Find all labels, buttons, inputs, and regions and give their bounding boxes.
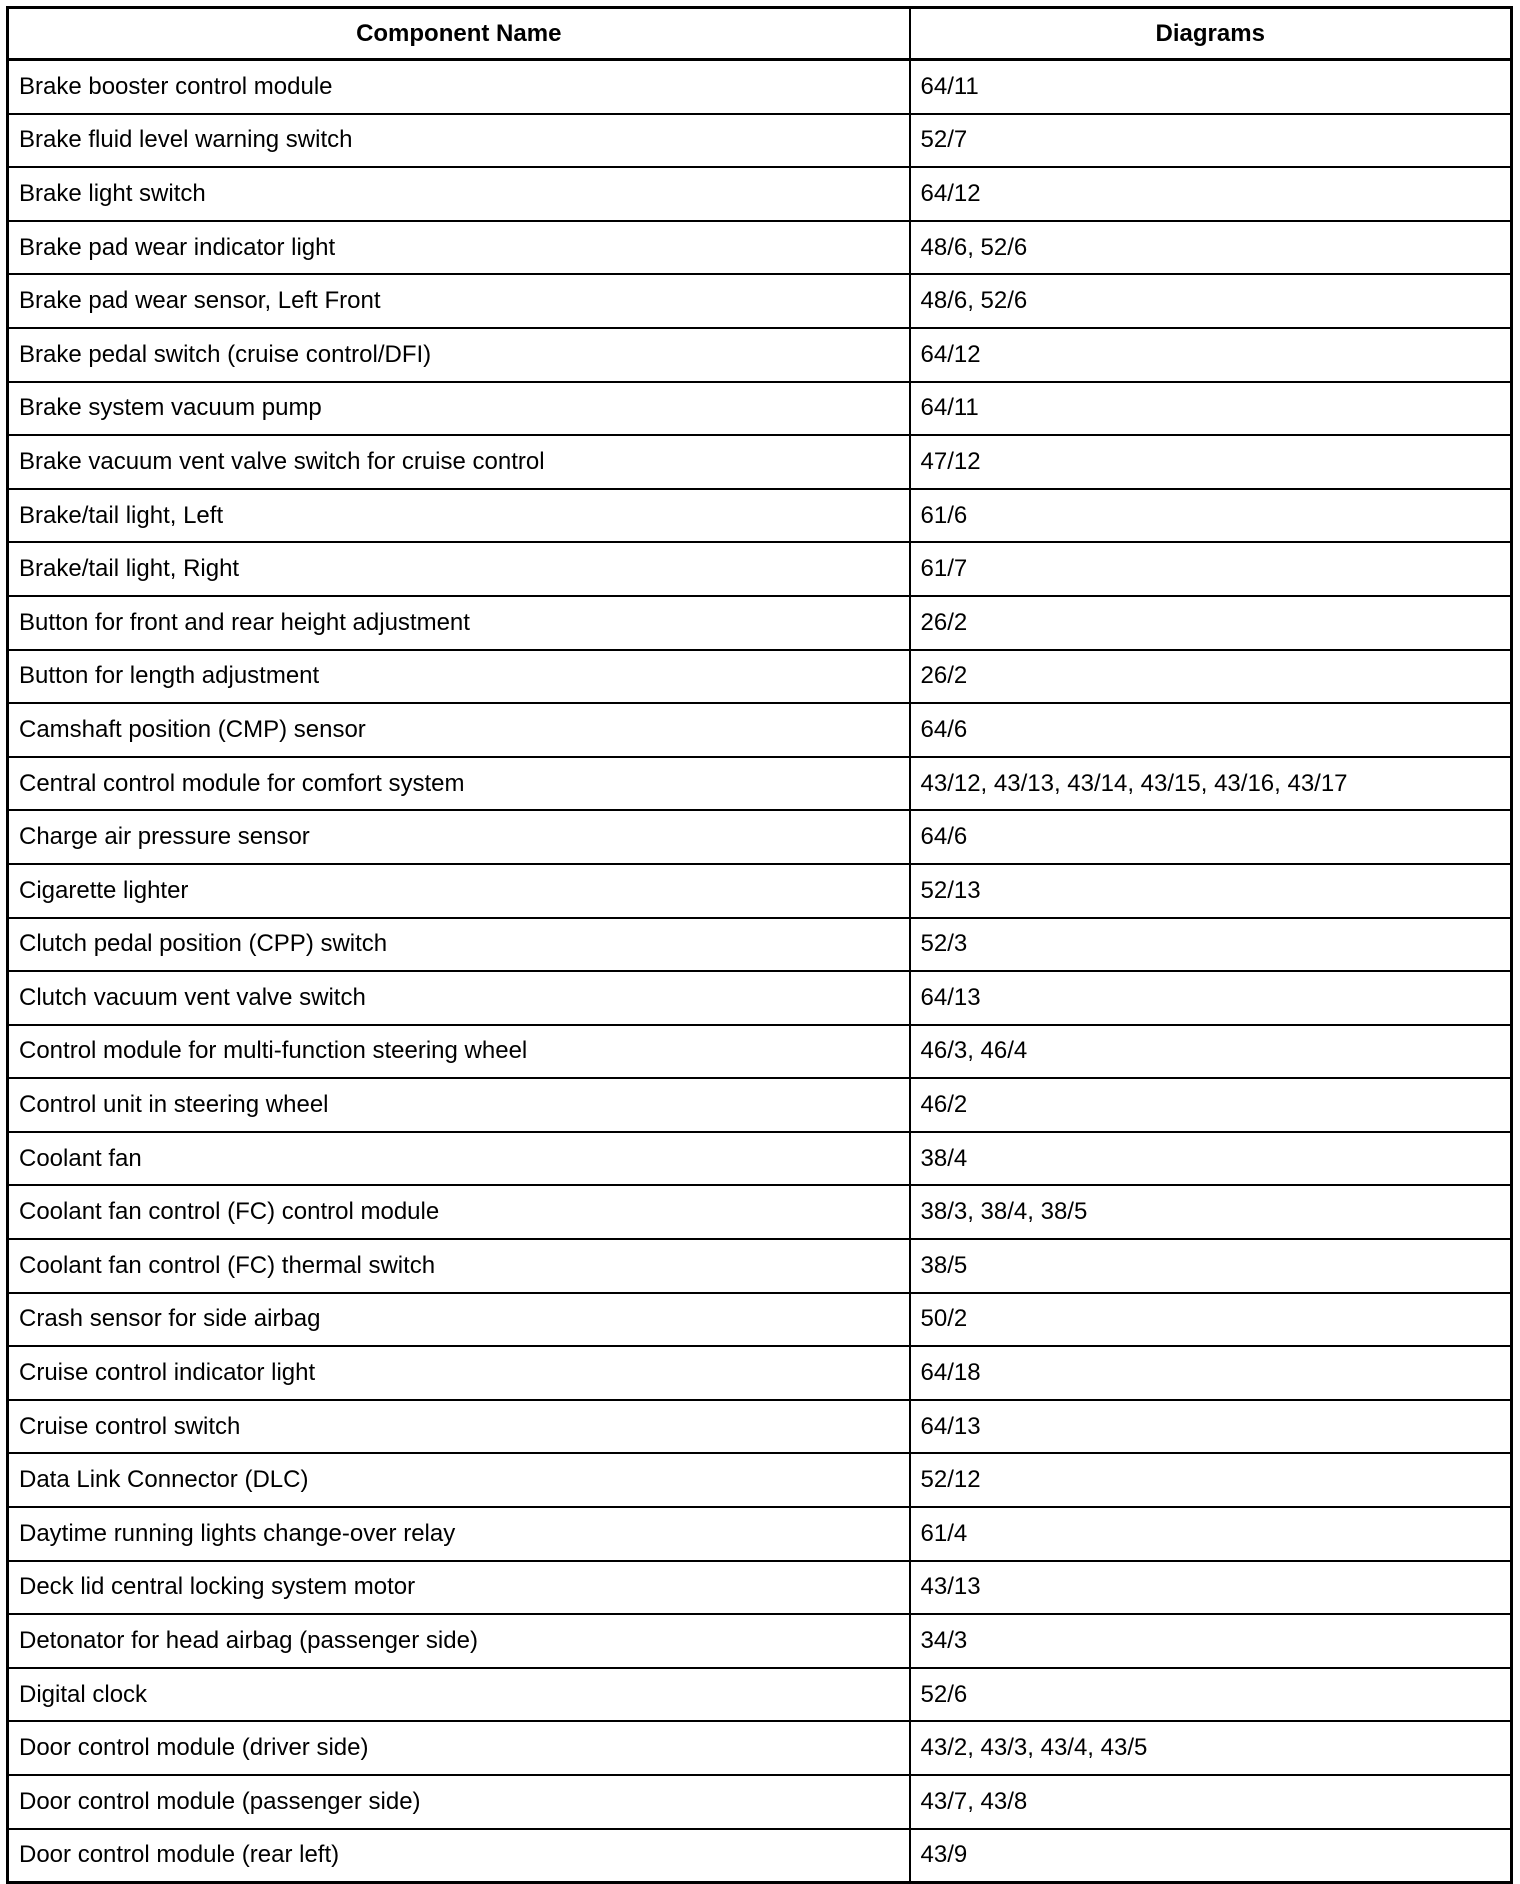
table-row [8, 864, 1512, 918]
diagrams-cell: 48/6, 52/6 [910, 274, 1512, 328]
component-name-cell: Button for length adjustment [8, 650, 910, 704]
diagrams-cell: 34/3 [910, 1614, 1512, 1668]
component-name-cell: Coolant fan control (FC) thermal switch [8, 1239, 910, 1293]
table-row [8, 274, 1512, 328]
diagrams-cell: 38/3, 38/4, 38/5 [910, 1185, 1512, 1239]
component-name-cell: Brake system vacuum pump [8, 382, 910, 436]
diagrams-cell: 47/12 [910, 435, 1512, 489]
diagrams-cell: 64/11 [910, 60, 1512, 114]
component-name-cell: Coolant fan [8, 1132, 910, 1186]
diagrams-cell: 52/6 [910, 1668, 1512, 1722]
diagrams-cell: 52/13 [910, 864, 1512, 918]
table-row [8, 810, 1512, 864]
table-row [8, 1775, 1512, 1829]
diagrams-cell: 46/2 [910, 1078, 1512, 1132]
table-row [8, 1561, 1512, 1615]
component-name-cell: Cruise control indicator light [8, 1346, 910, 1400]
header-row [8, 8, 1512, 60]
diagrams-cell: 64/12 [910, 328, 1512, 382]
table-row [8, 167, 1512, 221]
table-row [8, 60, 1512, 114]
component-name-cell: Brake/tail light, Right [8, 542, 910, 596]
component-name-cell: Central control module for comfort system [8, 757, 910, 811]
table-row [8, 1346, 1512, 1400]
table-row [8, 1185, 1512, 1239]
diagrams-column-header: Diagrams [910, 8, 1512, 60]
table-row [8, 1400, 1512, 1454]
component-name-cell: Brake pedal switch (cruise control/DFI) [8, 328, 910, 382]
diagrams-cell: 64/12 [910, 167, 1512, 221]
component-name-cell: Clutch vacuum vent valve switch [8, 971, 910, 1025]
diagrams-cell: 46/3, 46/4 [910, 1025, 1512, 1079]
component-name-cell: Data Link Connector (DLC) [8, 1453, 910, 1507]
component-name-column-header: Component Name [8, 8, 910, 60]
table-row [8, 1293, 1512, 1347]
diagrams-cell: 38/4 [910, 1132, 1512, 1186]
table-row [8, 703, 1512, 757]
diagrams-cell: 26/2 [910, 650, 1512, 704]
component-diagram-table [6, 6, 1513, 1884]
component-name-cell: Detonator for head airbag (passenger side) [8, 1614, 910, 1668]
component-name-cell: Deck lid central locking system motor [8, 1561, 910, 1615]
table-row [8, 1507, 1512, 1561]
table-row [8, 650, 1512, 704]
diagrams-cell: 64/6 [910, 810, 1512, 864]
table-row [8, 435, 1512, 489]
diagrams-cell: 64/11 [910, 382, 1512, 436]
diagrams-cell: 52/7 [910, 114, 1512, 168]
table-row [8, 1239, 1512, 1293]
diagrams-cell: 61/6 [910, 489, 1512, 543]
diagrams-cell: 43/2, 43/3, 43/4, 43/5 [910, 1721, 1512, 1775]
component-name-cell: Door control module (driver side) [8, 1721, 910, 1775]
diagrams-cell: 43/13 [910, 1561, 1512, 1615]
diagrams-cell: 64/13 [910, 971, 1512, 1025]
diagrams-cell: 50/2 [910, 1293, 1512, 1347]
table-row [8, 1025, 1512, 1079]
table-row [8, 1453, 1512, 1507]
table-row [8, 1078, 1512, 1132]
diagrams-cell: 48/6, 52/6 [910, 221, 1512, 275]
diagrams-cell: 52/3 [910, 918, 1512, 972]
table-row [8, 114, 1512, 168]
component-name-cell: Brake fluid level warning switch [8, 114, 910, 168]
component-name-cell: Daytime running lights change-over relay [8, 1507, 910, 1561]
table-row [8, 328, 1512, 382]
table-row [8, 1614, 1512, 1668]
table-row [8, 489, 1512, 543]
table-row [8, 1721, 1512, 1775]
component-name-cell: Brake light switch [8, 167, 910, 221]
table-header [8, 8, 1512, 60]
table-body [8, 60, 1512, 1883]
table-row [8, 1132, 1512, 1186]
table-row [8, 1829, 1512, 1883]
table-row [8, 221, 1512, 275]
diagrams-cell: 38/5 [910, 1239, 1512, 1293]
component-name-cell: Brake pad wear indicator light [8, 221, 910, 275]
component-name-cell: Control module for multi-function steering wheel [8, 1025, 910, 1079]
diagrams-cell: 64/13 [910, 1400, 1512, 1454]
diagrams-cell: 43/7, 43/8 [910, 1775, 1512, 1829]
component-name-cell: Control unit in steering wheel [8, 1078, 910, 1132]
component-name-cell: Camshaft position (CMP) sensor [8, 703, 910, 757]
component-name-cell: Cigarette lighter [8, 864, 910, 918]
component-index-sheet [6, 6, 1510, 1884]
component-name-cell: Cruise control switch [8, 1400, 910, 1454]
diagrams-cell: 61/4 [910, 1507, 1512, 1561]
component-name-cell: Crash sensor for side airbag [8, 1293, 910, 1347]
table-row [8, 382, 1512, 436]
table-row [8, 757, 1512, 811]
diagrams-cell: 52/12 [910, 1453, 1512, 1507]
table-row [8, 596, 1512, 650]
component-name-cell: Charge air pressure sensor [8, 810, 910, 864]
component-name-cell: Button for front and rear height adjustment [8, 596, 910, 650]
component-name-cell: Brake/tail light, Left [8, 489, 910, 543]
table-row [8, 918, 1512, 972]
component-name-cell: Door control module (passenger side) [8, 1775, 910, 1829]
component-name-cell: Clutch pedal position (CPP) switch [8, 918, 910, 972]
diagrams-cell: 26/2 [910, 596, 1512, 650]
diagrams-cell: 61/7 [910, 542, 1512, 596]
table-row [8, 542, 1512, 596]
table-row [8, 1668, 1512, 1722]
component-name-cell: Brake vacuum vent valve switch for cruise control [8, 435, 910, 489]
diagrams-cell: 43/12, 43/13, 43/14, 43/15, 43/16, 43/17 [910, 757, 1512, 811]
component-name-cell: Brake booster control module [8, 60, 910, 114]
diagrams-cell: 43/9 [910, 1829, 1512, 1883]
table-row [8, 971, 1512, 1025]
diagrams-cell: 64/18 [910, 1346, 1512, 1400]
component-name-cell: Digital clock [8, 1668, 910, 1722]
component-name-cell: Door control module (rear left) [8, 1829, 910, 1883]
component-name-cell: Brake pad wear sensor, Left Front [8, 274, 910, 328]
component-name-cell: Coolant fan control (FC) control module [8, 1185, 910, 1239]
diagrams-cell: 64/6 [910, 703, 1512, 757]
